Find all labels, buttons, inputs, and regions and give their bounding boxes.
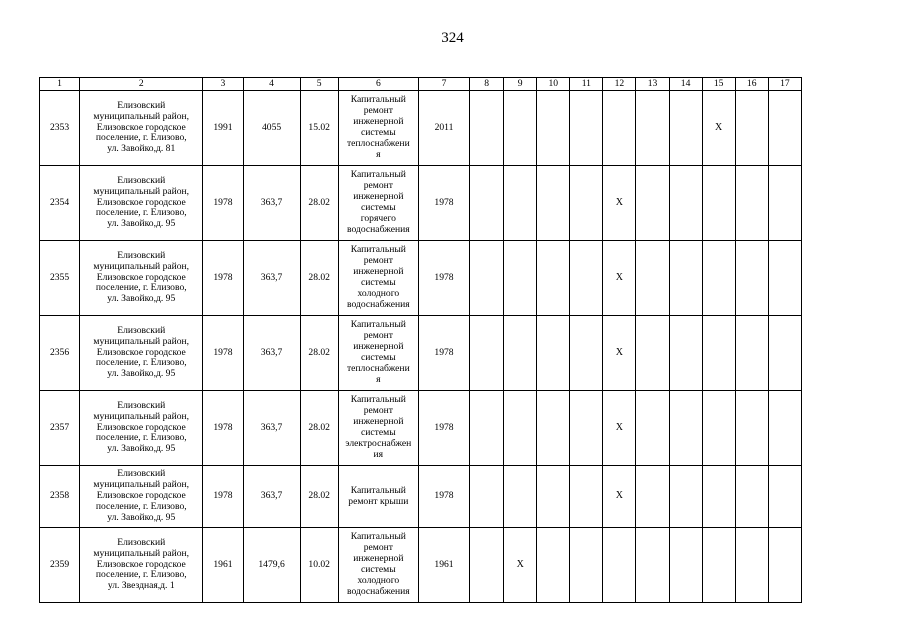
address-cell-line: поселение, г. Елизово, — [95, 207, 187, 219]
mark-cell — [735, 166, 768, 241]
mark-cell — [735, 316, 768, 391]
year-work-cell: 1978 — [418, 166, 469, 241]
work-type-cell-line: Капитальный — [350, 244, 406, 256]
work-type-cell-line: я — [376, 373, 381, 385]
mark-cell — [768, 91, 801, 166]
address-cell — [80, 316, 203, 391]
mark-cell — [470, 466, 504, 528]
row-id-cell: 2354 — [40, 166, 80, 241]
address-cell-line: Елизовское городское — [96, 490, 186, 502]
mark-cell — [470, 391, 504, 466]
address-cell-line: муниципальный район, — [93, 479, 190, 491]
work-type-cell-line: системы — [361, 127, 396, 138]
column-header: 17 — [768, 78, 801, 91]
area-cell: 363,7 — [243, 391, 300, 466]
mark-cell — [702, 528, 735, 603]
work-type-cell-line: горячего — [360, 212, 396, 224]
column-header: 15 — [702, 78, 735, 91]
mark-cell — [702, 466, 735, 528]
mark-cell — [470, 241, 504, 316]
work-type-cell-line: водоснабжения — [347, 298, 410, 310]
mark-cell — [768, 316, 801, 391]
work-type-cell-line: Капитальный — [350, 394, 406, 406]
work-type-cell-line: Капитальный — [350, 531, 406, 543]
address-cell-line: муниципальный район, — [93, 410, 190, 422]
address-cell-line: поселение, г. Елизово, — [95, 282, 187, 294]
code-cell: 28.02 — [300, 316, 338, 391]
column-header: 6 — [338, 78, 418, 91]
work-type-cell-line: системы — [361, 277, 396, 288]
mark-cell — [702, 166, 735, 241]
work-type-cell-line: ремонт крыши — [348, 495, 409, 507]
work-type-cell-line: электроснабжен — [345, 437, 412, 449]
row-id-cell: 2357 — [40, 391, 80, 466]
row-id-cell: 2353 — [40, 91, 80, 166]
year-built-cell: 1961 — [203, 528, 243, 603]
address-cell-line: Елизовское городское — [96, 271, 186, 283]
address-cell-line: Елизовское городское — [96, 121, 186, 133]
mark-cell — [768, 528, 801, 603]
work-type-cell-line: ремонт — [363, 180, 393, 192]
mark-cell — [570, 316, 603, 391]
year-work-cell: 1978 — [418, 391, 469, 466]
address-cell — [80, 391, 203, 466]
work-type-cell-line: Капитальный — [350, 94, 406, 106]
mark-cell — [768, 166, 801, 241]
address-cell-line: Елизовский — [117, 249, 166, 261]
mark-cell — [603, 91, 636, 166]
code-cell: 28.02 — [300, 241, 338, 316]
mark-cell — [669, 528, 702, 603]
mark-cell — [768, 241, 801, 316]
address-cell-line: Елизовский — [117, 536, 166, 548]
column-header: 10 — [537, 78, 570, 91]
year-built-cell: 1978 — [203, 391, 243, 466]
work-type-cell-line: системы — [361, 202, 396, 213]
address-cell-line: Елизовское городское — [96, 421, 186, 433]
work-type-cell-line: водоснабжения — [347, 223, 410, 235]
address-cell-line: поселение, г. Елизово, — [95, 569, 187, 581]
mark-cell — [735, 91, 768, 166]
address-cell-line: Елизовское городское — [96, 346, 186, 358]
mark-cell — [570, 391, 603, 466]
address-cell-line: Елизовский — [117, 324, 166, 336]
mark-cell — [669, 91, 702, 166]
address-cell-line: поселение, г. Елизово, — [95, 132, 187, 144]
mark-cell — [537, 91, 570, 166]
mark-cell: X — [603, 391, 636, 466]
address-cell-line: ул. Завойко,д. 95 — [107, 293, 176, 305]
work-type-cell-line: инженерной — [353, 416, 404, 428]
work-type-cell-line: системы — [361, 564, 396, 575]
year-work-cell: 1978 — [418, 466, 469, 528]
address-cell-line: Елизовское городское — [96, 558, 186, 570]
column-number-row — [40, 78, 802, 91]
address-cell-line: ул. Завойко,д. 95 — [107, 368, 176, 380]
address-cell-line: Елизовский — [117, 99, 166, 111]
row-id-cell: 2355 — [40, 241, 80, 316]
column-header: 3 — [203, 78, 243, 91]
mark-cell — [470, 166, 504, 241]
work-type-cell-line: я — [376, 148, 381, 160]
work-type-cell-line: теплоснабжени — [346, 137, 410, 149]
work-type-cell-line: холодного — [357, 287, 400, 299]
row-id-cell: 2356 — [40, 316, 80, 391]
row-id-cell: 2358 — [40, 466, 80, 528]
address-cell — [80, 466, 203, 528]
address-cell-line: ул. Завойко,д. 95 — [107, 443, 176, 455]
mark-cell: X — [603, 166, 636, 241]
work-type-cell-line: Капитальный — [350, 319, 406, 331]
address-cell-line: Елизовский — [117, 174, 166, 186]
mark-cell: X — [504, 528, 537, 603]
work-type-cell-line: системы — [361, 352, 396, 363]
row-id-cell: 2359 — [40, 528, 80, 603]
mark-cell — [504, 466, 537, 528]
mark-cell — [537, 528, 570, 603]
work-type-cell — [338, 166, 418, 241]
work-type-cell — [338, 316, 418, 391]
mark-cell — [636, 91, 669, 166]
table-row — [40, 466, 802, 528]
mark-cell — [735, 391, 768, 466]
work-type-cell-line: ремонт — [363, 405, 393, 417]
work-type-cell-line: ремонт — [363, 330, 393, 342]
year-built-cell: 1978 — [203, 166, 243, 241]
work-type-cell-line: системы — [361, 427, 396, 438]
work-type-cell-line: инженерной — [353, 341, 404, 353]
mark-cell — [470, 91, 504, 166]
work-type-cell-line: инженерной — [353, 266, 404, 278]
work-type-cell-line: ия — [373, 448, 384, 460]
mark-cell — [570, 466, 603, 528]
mark-cell — [735, 466, 768, 528]
address-cell — [80, 241, 203, 316]
table-row — [40, 241, 802, 316]
mark-cell — [570, 166, 603, 241]
column-header: 5 — [300, 78, 338, 91]
mark-cell — [570, 241, 603, 316]
mark-cell — [537, 391, 570, 466]
address-cell-line: поселение, г. Елизово, — [95, 500, 187, 512]
work-type-cell-line: теплоснабжени — [346, 362, 410, 374]
address-cell-line: поселение, г. Елизово, — [95, 432, 187, 444]
page-number: 324 — [441, 30, 464, 46]
year-work-cell: 2011 — [418, 91, 469, 166]
mark-cell — [768, 391, 801, 466]
mark-cell — [768, 466, 801, 528]
area-cell: 1479,6 — [243, 528, 300, 603]
work-type-cell-line: ремонт — [363, 105, 393, 117]
mark-cell — [702, 241, 735, 316]
address-cell-line: ул. Завойко,д. 81 — [107, 143, 176, 155]
address-cell-line: ул. Завойко,д. 95 — [107, 218, 176, 230]
address-cell-line: Елизовское городское — [96, 196, 186, 208]
work-type-cell-line: водоснабжения — [347, 585, 410, 597]
mark-cell — [669, 316, 702, 391]
work-type-cell — [338, 241, 418, 316]
year-work-cell: 1978 — [418, 316, 469, 391]
mark-cell — [636, 466, 669, 528]
mark-cell — [669, 391, 702, 466]
mark-cell — [504, 241, 537, 316]
column-header: 11 — [570, 78, 603, 91]
column-header: 16 — [735, 78, 768, 91]
mark-cell — [504, 316, 537, 391]
mark-cell — [537, 316, 570, 391]
address-cell-line: муниципальный район, — [93, 185, 190, 197]
column-header: 14 — [669, 78, 702, 91]
mark-cell: X — [702, 91, 735, 166]
mark-cell — [669, 241, 702, 316]
column-header: 13 — [636, 78, 669, 91]
mark-cell — [669, 466, 702, 528]
address-cell-line: ул. Звездная,д. 1 — [107, 580, 175, 592]
year-built-cell: 1978 — [203, 466, 243, 528]
column-header: 1 — [40, 78, 80, 91]
year-built-cell: 1978 — [203, 316, 243, 391]
work-type-cell-line: Капитальный — [350, 484, 406, 496]
work-type-cell — [338, 466, 418, 528]
table-row — [40, 316, 802, 391]
mark-cell — [570, 528, 603, 603]
code-cell: 28.02 — [300, 466, 338, 528]
code-cell: 28.02 — [300, 166, 338, 241]
work-type-cell-line: Капитальный — [350, 169, 406, 181]
year-built-cell: 1978 — [203, 241, 243, 316]
mark-cell — [702, 316, 735, 391]
address-cell-line: Елизовский — [117, 468, 166, 480]
address-cell-line: поселение, г. Елизово, — [95, 357, 187, 369]
address-cell — [80, 91, 203, 166]
work-type-cell — [338, 91, 418, 166]
work-type-cell-line: инженерной — [353, 116, 404, 128]
address-cell-line: муниципальный район, — [93, 260, 190, 272]
year-work-cell: 1961 — [418, 528, 469, 603]
area-cell: 4055 — [243, 91, 300, 166]
column-header: 4 — [243, 78, 300, 91]
table-row — [40, 528, 802, 603]
address-cell — [80, 528, 203, 603]
work-type-cell-line: инженерной — [353, 191, 404, 203]
mark-cell — [636, 316, 669, 391]
mark-cell — [636, 241, 669, 316]
mark-cell: X — [603, 466, 636, 528]
area-cell: 363,7 — [243, 466, 300, 528]
mark-cell — [636, 391, 669, 466]
register-table — [39, 77, 802, 603]
mark-cell: X — [603, 316, 636, 391]
table-header — [40, 78, 802, 91]
area-cell: 363,7 — [243, 241, 300, 316]
mark-cell — [504, 391, 537, 466]
table-row — [40, 391, 802, 466]
mark-cell — [504, 166, 537, 241]
address-cell-line: муниципальный район, — [93, 335, 190, 347]
mark-cell — [504, 91, 537, 166]
work-type-cell-line: ремонт — [363, 542, 393, 554]
table-body — [40, 91, 802, 603]
code-cell: 10.02 — [300, 528, 338, 603]
column-header: 9 — [504, 78, 537, 91]
mark-cell — [669, 166, 702, 241]
mark-cell — [470, 316, 504, 391]
column-header: 8 — [470, 78, 504, 91]
address-cell-line: муниципальный район, — [93, 547, 190, 559]
code-cell: 28.02 — [300, 391, 338, 466]
address-cell-line: муниципальный район, — [93, 110, 190, 122]
column-header: 7 — [418, 78, 469, 91]
work-type-cell-line: инженерной — [353, 553, 404, 565]
mark-cell — [636, 166, 669, 241]
address-cell-line: ул. Завойко,д. 95 — [107, 511, 176, 523]
column-header: 12 — [603, 78, 636, 91]
mark-cell — [603, 528, 636, 603]
year-work-cell: 1978 — [418, 241, 469, 316]
work-type-cell — [338, 528, 418, 603]
year-built-cell: 1991 — [203, 91, 243, 166]
address-cell-line: Елизовский — [117, 399, 166, 411]
work-type-cell-line: холодного — [357, 574, 400, 586]
mark-cell — [470, 528, 504, 603]
mark-cell: X — [603, 241, 636, 316]
table-row — [40, 166, 802, 241]
area-cell: 363,7 — [243, 166, 300, 241]
mark-cell — [537, 166, 570, 241]
work-type-cell-line: ремонт — [363, 255, 393, 267]
mark-cell — [537, 466, 570, 528]
mark-cell — [702, 391, 735, 466]
address-cell — [80, 166, 203, 241]
mark-cell — [636, 528, 669, 603]
code-cell: 15.02 — [300, 91, 338, 166]
mark-cell — [735, 241, 768, 316]
mark-cell — [570, 91, 603, 166]
table-row — [40, 91, 802, 166]
area-cell: 363,7 — [243, 316, 300, 391]
mark-cell — [735, 528, 768, 603]
column-header: 2 — [80, 78, 203, 91]
work-type-cell — [338, 391, 418, 466]
mark-cell — [537, 241, 570, 316]
